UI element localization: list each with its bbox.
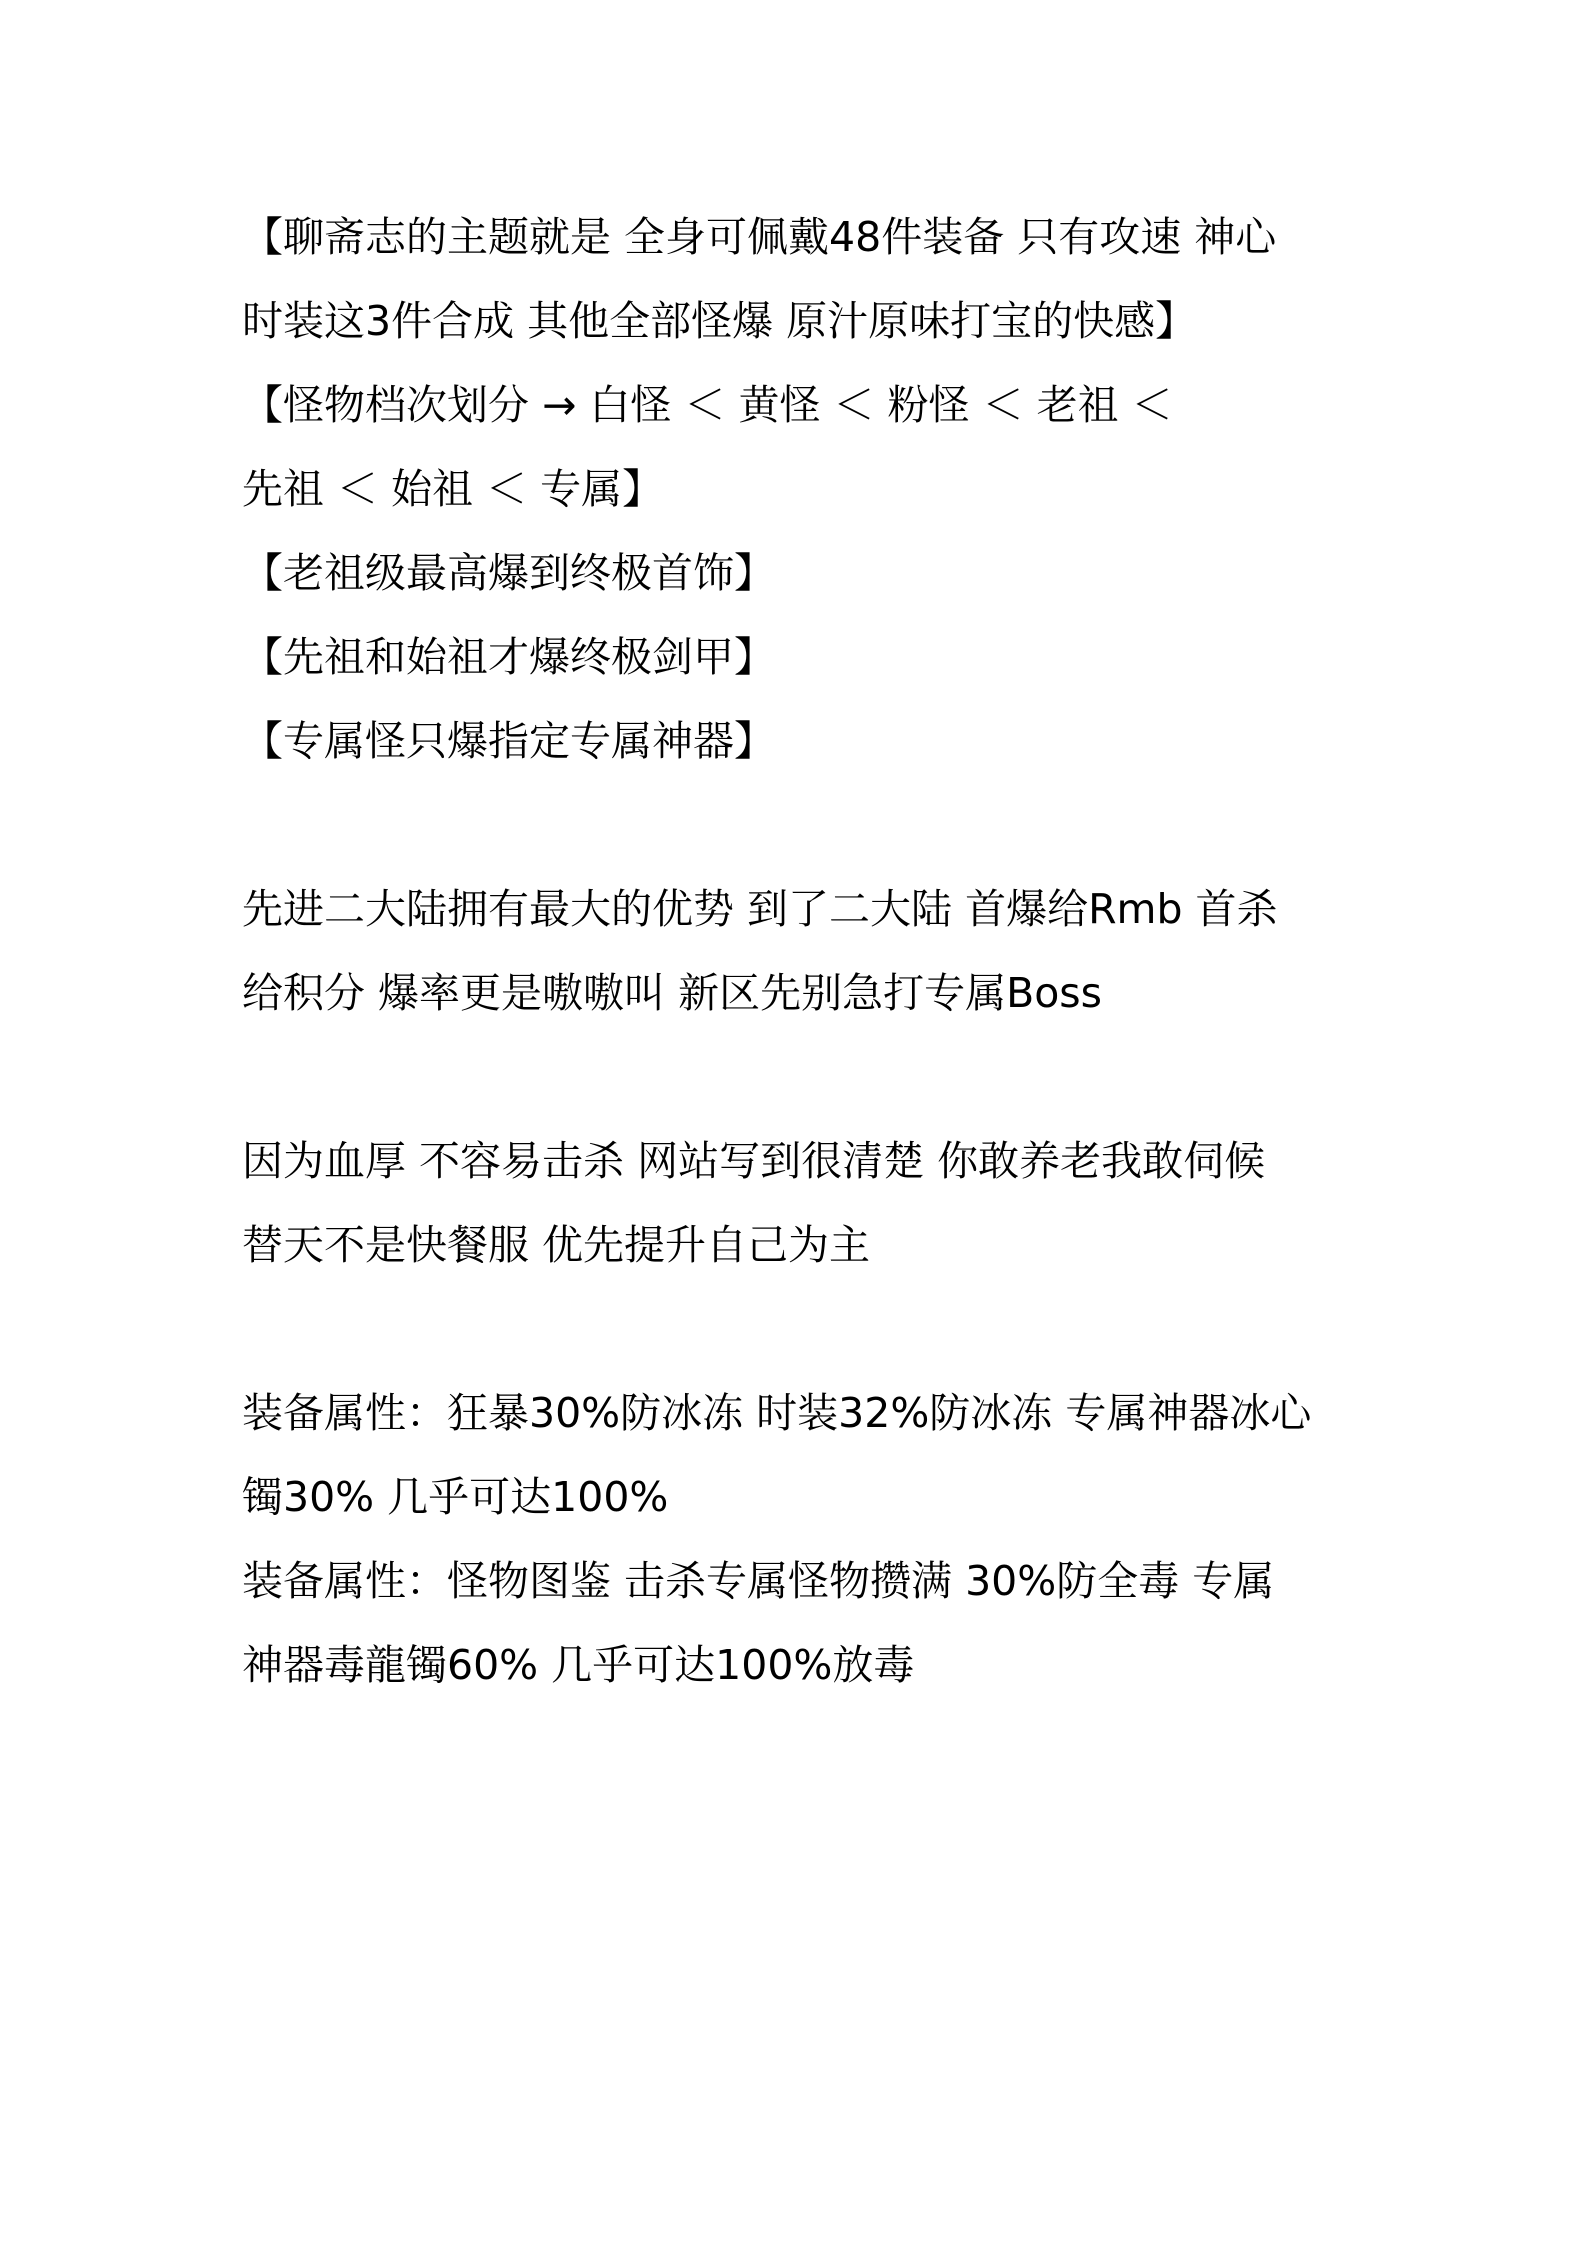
text-line: 【聊斋志的主题就是 全身可佩戴48件装备 只有攻速 神心 [242, 213, 1277, 261]
text-line: 先进二大陆拥有最大的优势 到了二大陆 首爆给Rmb 首杀 [242, 885, 1278, 933]
text-line: 装备属性：怪物图鉴 击杀专属怪物攒满 30%防全毒 专属 [242, 1557, 1275, 1605]
document-body [242, 195, 1352, 1707]
blank-line [242, 1287, 1352, 1371]
text-line: 因为血厚 不容易击杀 网站写到很清楚 你敢养老我敢伺候 [242, 1137, 1266, 1185]
text-line: 给积分 爆率更是嗷嗷叫 新区先别急打专属Boss [242, 969, 1102, 1017]
text-line: 【怪物档次划分 → 白怪 ＜ 黄怪 ＜ 粉怪 ＜ 老祖 ＜ [242, 381, 1173, 429]
text-line: 先祖 ＜ 始祖 ＜ 专属】 [242, 465, 664, 513]
text-line: 【老祖级最高爆到终极首饰】 [242, 549, 775, 597]
text-line: 【专属怪只爆指定专属神器】 [242, 717, 775, 765]
blank-line [242, 1035, 1352, 1119]
text-line: 【先祖和始祖才爆终极剑甲】 [242, 633, 775, 681]
text-line: 替天不是快餐服 优先提升自己为主 [242, 1221, 871, 1269]
text-line: 时装这3件合成 其他全部怪爆 原汁原味打宝的快感】 [242, 297, 1197, 345]
blank-line [242, 783, 1352, 867]
text-line: 镯30% 几乎可达100% [242, 1473, 669, 1521]
text-line: 装备属性：狂暴30%防冰冻 时装32%防冰冻 专属神器冰心 [242, 1389, 1312, 1437]
text-line: 神器毒龍镯60% 几乎可达100%放毒 [242, 1641, 915, 1689]
